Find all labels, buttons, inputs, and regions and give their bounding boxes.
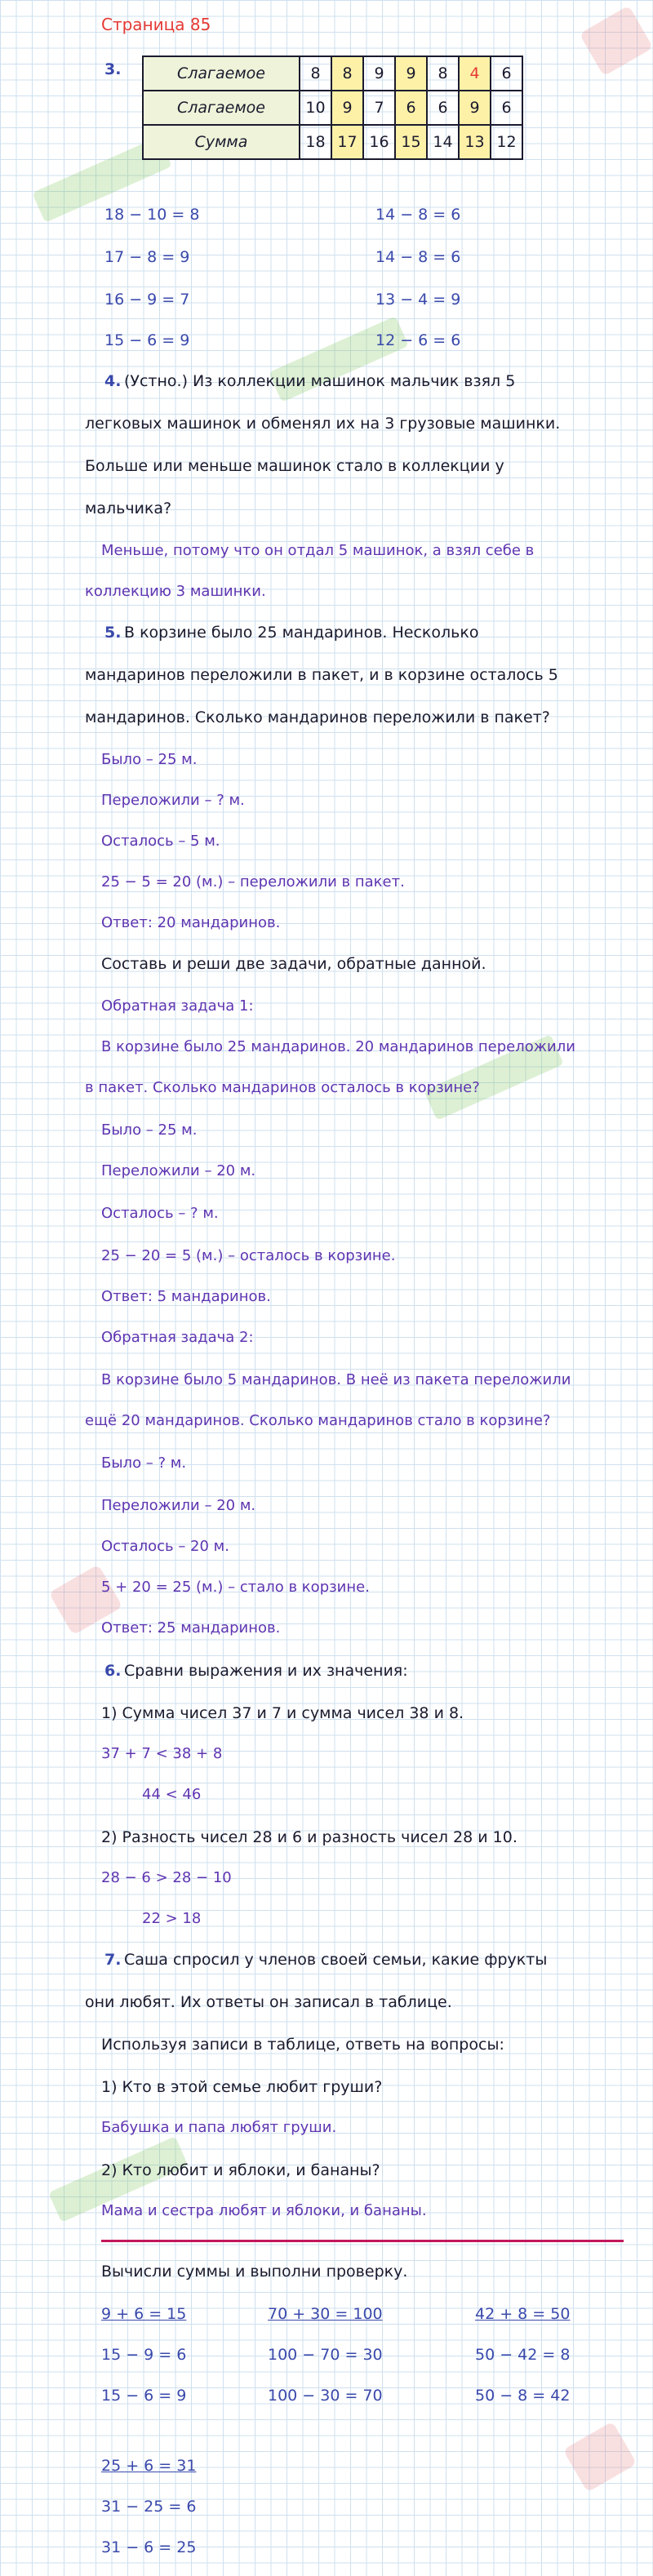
table-cell: 6	[395, 91, 427, 125]
task-text: мандаринов переложили в пакет, и в корзине осталось 5	[85, 666, 558, 684]
solution-line: Осталось – 20 м.	[101, 1538, 229, 1555]
task-number: 4.	[104, 372, 122, 390]
table-row	[143, 125, 522, 159]
solution-line: 37 + 7 < 38 + 8	[101, 1745, 223, 1762]
task-number: 7.	[104, 1951, 122, 1969]
solution-line: Переложили – ? м.	[101, 792, 245, 809]
equation: 17 − 8 = 9	[104, 248, 190, 266]
equation: 50 − 42 = 8	[475, 2346, 571, 2364]
solution-line: Осталось – 5 м.	[101, 833, 220, 850]
inverse-title: Обратная задача 1:	[101, 997, 254, 1015]
equation: 42 + 8 = 50	[475, 2305, 571, 2323]
solution-line: 25 − 5 = 20 (м.) – переложили в пакет.	[101, 873, 405, 890]
solution-line: 28 − 6 > 28 − 10	[101, 1869, 232, 1886]
table-cell: 6	[427, 91, 459, 125]
equation: 15 − 9 = 6	[101, 2346, 187, 2364]
task-text: Саша спросил у членов своей семьи, какие фрукты	[124, 1951, 548, 1969]
table-row-label: Слагаемое	[143, 56, 300, 91]
task-number: 6.	[104, 1662, 122, 1680]
task-text: 2) Разность чисел 28 и 6 и разность чисел 28 и 10.	[101, 1828, 518, 1846]
table-cell: 9	[331, 91, 363, 125]
inverse-text: В корзине было 25 мандаринов. 20 мандаринов переложили	[101, 1038, 575, 1055]
answer-text: Меньше, потому что он отдал 5 машинок, а взял себе в	[101, 542, 535, 559]
table-cell: 8	[300, 56, 331, 91]
task-instruction: Используя записи в таблице, ответь на вопросы:	[101, 2036, 504, 2054]
table-cell: 9	[363, 56, 395, 91]
solution-line: Переложили – 20 м.	[101, 1162, 256, 1179]
task-text: легковых машинок и обменял их на 3 грузовые машинки.	[85, 415, 561, 433]
equation: 12 − 6 = 6	[375, 331, 461, 349]
table-cell: 17	[331, 125, 363, 159]
solution-line: 5 + 20 = 25 (м.) – стало в корзине.	[101, 1579, 370, 1596]
table-cell: 8	[427, 56, 459, 91]
solution-line: Ответ: 5 мандаринов.	[101, 1288, 271, 1305]
table-row	[143, 56, 522, 91]
solution-line: Осталось – ? м.	[101, 1205, 219, 1222]
section-title: Вычисли суммы и выполни проверку.	[101, 2263, 408, 2281]
table-row-label: Слагаемое	[143, 91, 300, 125]
table-cell: 13	[459, 125, 491, 159]
task-text: (Устно.) Из коллекции машинок мальчик взял 5	[124, 372, 516, 390]
solution-line: Ответ: 20 мандаринов.	[101, 914, 281, 931]
equation: 15 − 6 = 9	[104, 331, 190, 349]
table-cell: 10	[300, 91, 331, 125]
solution-line: 25 − 20 = 5 (м.) – осталось в корзине.	[101, 1247, 396, 1264]
table-cell: 18	[300, 125, 331, 159]
table-cell: 6	[491, 56, 522, 91]
table-row-label: Сумма	[143, 125, 300, 159]
table-cell: 12	[491, 125, 522, 159]
equation: 9 + 6 = 15	[101, 2305, 187, 2323]
solution-line: 22 > 18	[142, 1910, 202, 1927]
task-text: Больше или меньше машинок стало в коллекции у	[85, 457, 504, 475]
task-number: 3.	[104, 60, 122, 78]
table-cell: 16	[363, 125, 395, 159]
solution-line: Ответ: 25 мандаринов.	[101, 1619, 281, 1637]
answer-text: Мама и сестра любят и яблоки, и бананы.	[101, 2202, 427, 2219]
equation: 70 + 30 = 100	[268, 2305, 383, 2323]
page-title: Страница 85	[101, 15, 211, 34]
table-cell: 6	[491, 91, 522, 125]
table-cell: 8	[331, 56, 363, 91]
equation: 31 − 25 = 6	[101, 2498, 197, 2516]
task-number: 5.	[104, 624, 122, 642]
equation: 50 − 8 = 42	[475, 2387, 571, 2405]
table-cell: 7	[363, 91, 395, 125]
inverse-text: в пакет. Сколько мандаринов осталось в корзине?	[85, 1079, 480, 1096]
equation: 14 − 8 = 6	[375, 248, 461, 266]
inverse-title: Обратная задача 2:	[101, 1329, 254, 1346]
question: 2) Кто любит и яблоки, и бананы?	[101, 2161, 380, 2179]
table-row	[143, 91, 522, 125]
solution-line: Переложили – 20 м.	[101, 1497, 256, 1514]
equation: 18 − 10 = 8	[104, 206, 200, 224]
inverse-text: В корзине было 5 мандаринов. В неё из пакета переложили	[101, 1371, 571, 1388]
table-cell: 4	[459, 56, 491, 91]
task-title: Сравни выражения и их значения:	[124, 1662, 408, 1680]
equation: 31 − 6 = 25	[101, 2538, 197, 2556]
equation: 100 − 30 = 70	[268, 2387, 383, 2405]
equation: 25 + 6 = 31	[101, 2457, 197, 2475]
equation: 15 − 6 = 9	[101, 2387, 187, 2405]
equation: 13 − 4 = 9	[375, 291, 461, 309]
solution-line: Было – 25 м.	[101, 751, 198, 768]
equation: 14 − 8 = 6	[375, 206, 461, 224]
table-cell: 9	[459, 91, 491, 125]
task-text: В корзине было 25 мандаринов. Несколько	[124, 624, 479, 642]
sum-table	[142, 56, 523, 160]
answer-text: коллекцию 3 машинки.	[85, 583, 266, 600]
task-text: 1) Сумма чисел 37 и 7 и сумма чисел 38 и 8.	[101, 1704, 464, 1722]
question: 1) Кто в этой семье любит груши?	[101, 2078, 383, 2096]
subtask-text: Составь и реши две задачи, обратные данной.	[101, 955, 486, 973]
solution-line: 44 < 46	[142, 1786, 202, 1803]
table-cell: 9	[395, 56, 427, 91]
section-divider	[101, 2240, 624, 2242]
task-text: мальчика?	[85, 500, 172, 517]
equation: 16 − 9 = 7	[104, 291, 190, 309]
task-text: мандаринов. Сколько мандаринов переложили в пакет?	[85, 708, 550, 726]
solution-line: Было – ? м.	[101, 1455, 187, 1472]
task-text: они любят. Их ответы он записал в таблице.	[85, 1993, 452, 2011]
inverse-text: ещё 20 мандаринов. Сколько мандаринов стало в корзине?	[85, 1412, 551, 1429]
equation: 100 − 70 = 30	[268, 2346, 383, 2364]
answer-text: Бабушка и папа любят груши.	[101, 2119, 337, 2136]
watermark	[580, 6, 653, 77]
table-cell: 14	[427, 125, 459, 159]
table-cell: 15	[395, 125, 427, 159]
solution-line: Было – 25 м.	[101, 1121, 198, 1139]
watermark	[563, 2422, 637, 2493]
